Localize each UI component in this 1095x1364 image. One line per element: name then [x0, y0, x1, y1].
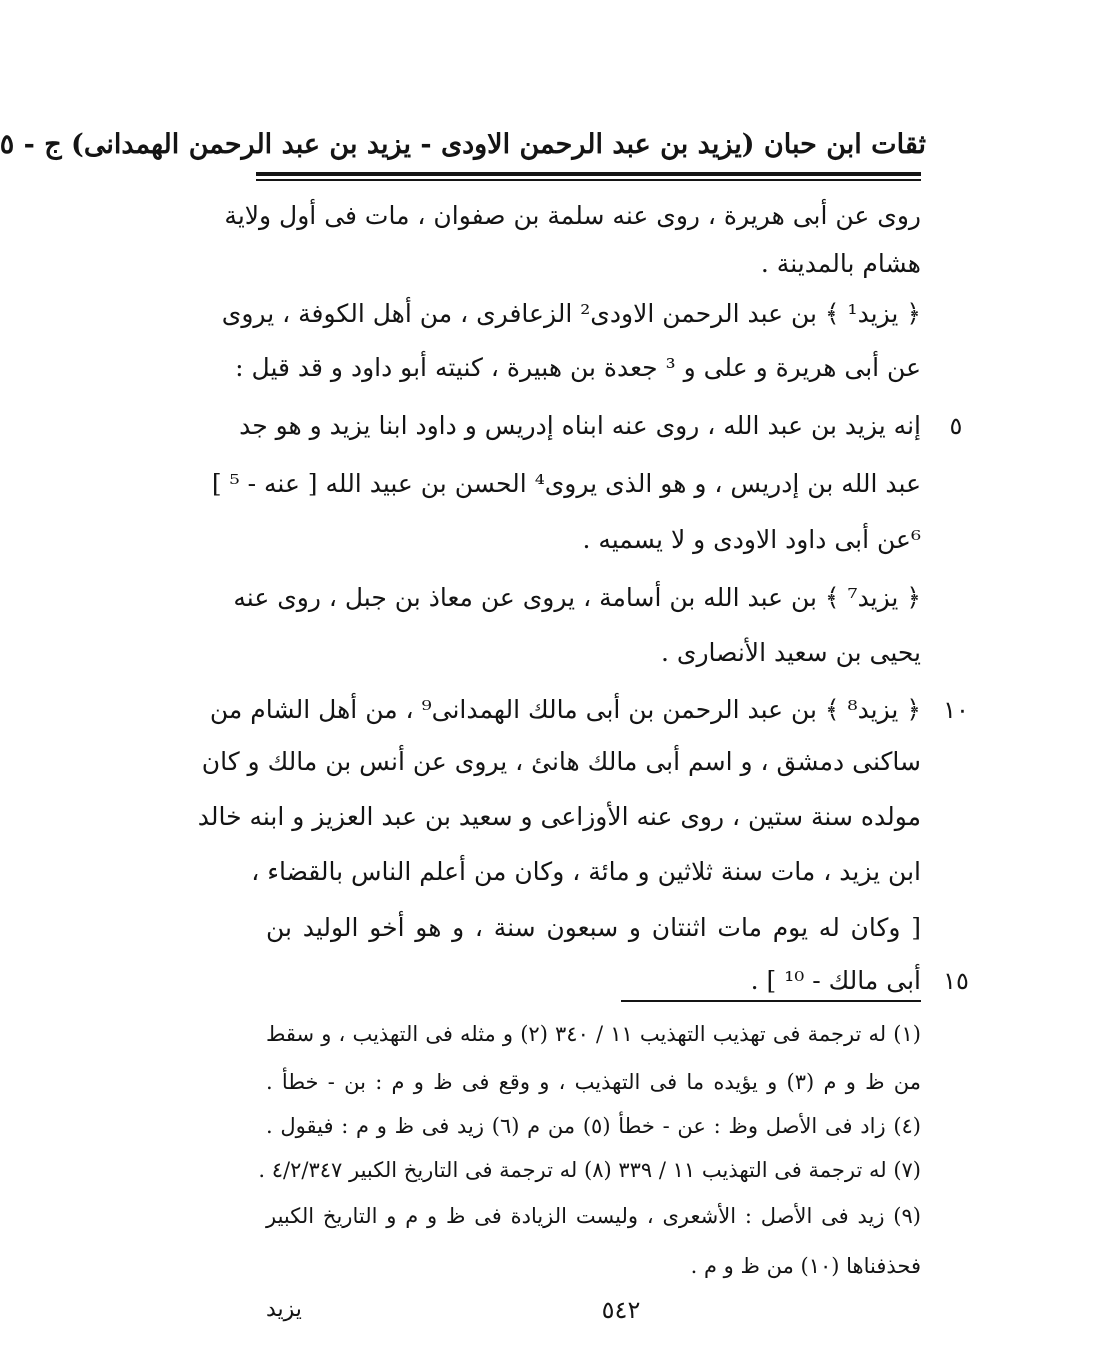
footnote-line: (٤) زاد فى الأصل وظ : عن - خطأ (٥) من م (٦) زيد فى ظ و م : فيقول .	[266, 1114, 921, 1138]
footnote-line: (٧) له ترجمة فى التهذيب ١١ / ٣٣٩ (٨) له ترجمة فى التاريخ الكبير ٤/٢/٣٤٧ .	[258, 1158, 921, 1182]
body-line: ﴿ يزيد¹ ﴾ بن عبد الرحمن الاودى² الزعافرى ، من أهل الكوفة ، يروى	[221, 299, 921, 328]
catchword: يزيد	[266, 1297, 302, 1322]
line-number-15: ١٥	[943, 967, 969, 995]
body-line: إنه يزيد بن عبد الله ، روى عنه ابناه إدريس و داود ابنا يزيد و هو جد	[239, 411, 921, 440]
header-rule-thick	[256, 172, 921, 176]
line-number-5: ٥	[949, 412, 963, 440]
body-line: [ وكان له يوم مات اثنتان و سبعون سنة ، و هو أخو الوليد بن	[266, 913, 921, 942]
body-line: ﴿ يزيد⁸ ﴾ بن عبد الرحمن بن أبى مالك الهمدانى⁹ ، من أهل الشام من	[209, 695, 921, 724]
footnote-line: من ظ و م (٣) و يؤيده ما فى التهذيب ، و وقع فى ظ و م : بن - خطأ .	[266, 1070, 922, 1094]
body-line: ⁶عن أبى داود الاودى و لا يسميه .	[582, 525, 921, 554]
body-line: ابن يزيد ، مات سنة ثلاثين و مائة ، وكان من أعلم الناس بالقضاء ،	[251, 857, 921, 886]
body-line: عن أبى هريرة و على و ³ جعدة بن هبيرة ، كنيته أبو داود و قد قيل :	[235, 353, 921, 382]
body-line: روى عن أبى هريرة ، روى عنه سلمة بن صفوان ، مات فى أول ولاية	[224, 201, 921, 230]
header-rule-thin	[256, 179, 921, 181]
footnote-line: فحذفناها (١٠) من ظ و م .	[690, 1254, 921, 1278]
body-line: مولده سنة ستين ، روى عنه الأوزاعى و سعيد بن عبد العزيز و ابنه خالد	[197, 802, 921, 831]
body-line: ساكنى دمشق ، و اسم أبى مالك هانئ ، يروى عن أنس بن مالك و كان	[201, 747, 921, 776]
page-number: ٥٤٢	[601, 1296, 641, 1324]
line-number-10: ١٠	[943, 696, 969, 724]
footnote-line: (١) له ترجمة فى تهذيب التهذيب ١١ / ٣٤٠ (٢) و مثله فى التهذيب ، و سقط	[266, 1022, 921, 1046]
footnote-line: (٩) زيد فى الأصل : الأشعرى ، وليست الزيادة فى ظ و م و التاريخ الكبير	[266, 1204, 921, 1228]
running-header: ثقات ابن حبان (يزيد بن عبد الرحمن الاودى - يزيد بن عبد الرحمن الهمدانى) ج - ٥	[0, 128, 926, 160]
body-line: ﴿ يزيد⁷ ﴾ بن عبد الله بن أسامة ، يروى عن معاذ بن جبل ، روى عنه	[233, 583, 921, 612]
footnote-rule	[621, 1000, 921, 1002]
body-line: يحيى بن سعيد الأنصارى .	[661, 638, 921, 667]
body-line: عبد الله بن إدريس ، و هو الذى يروى⁴ الحسن بن عبيد الله [ عنه - ⁵ ]	[211, 469, 921, 498]
body-line: هشام بالمدينة .	[760, 249, 921, 278]
body-line: أبى مالك - ¹⁰ ] .	[750, 966, 921, 995]
